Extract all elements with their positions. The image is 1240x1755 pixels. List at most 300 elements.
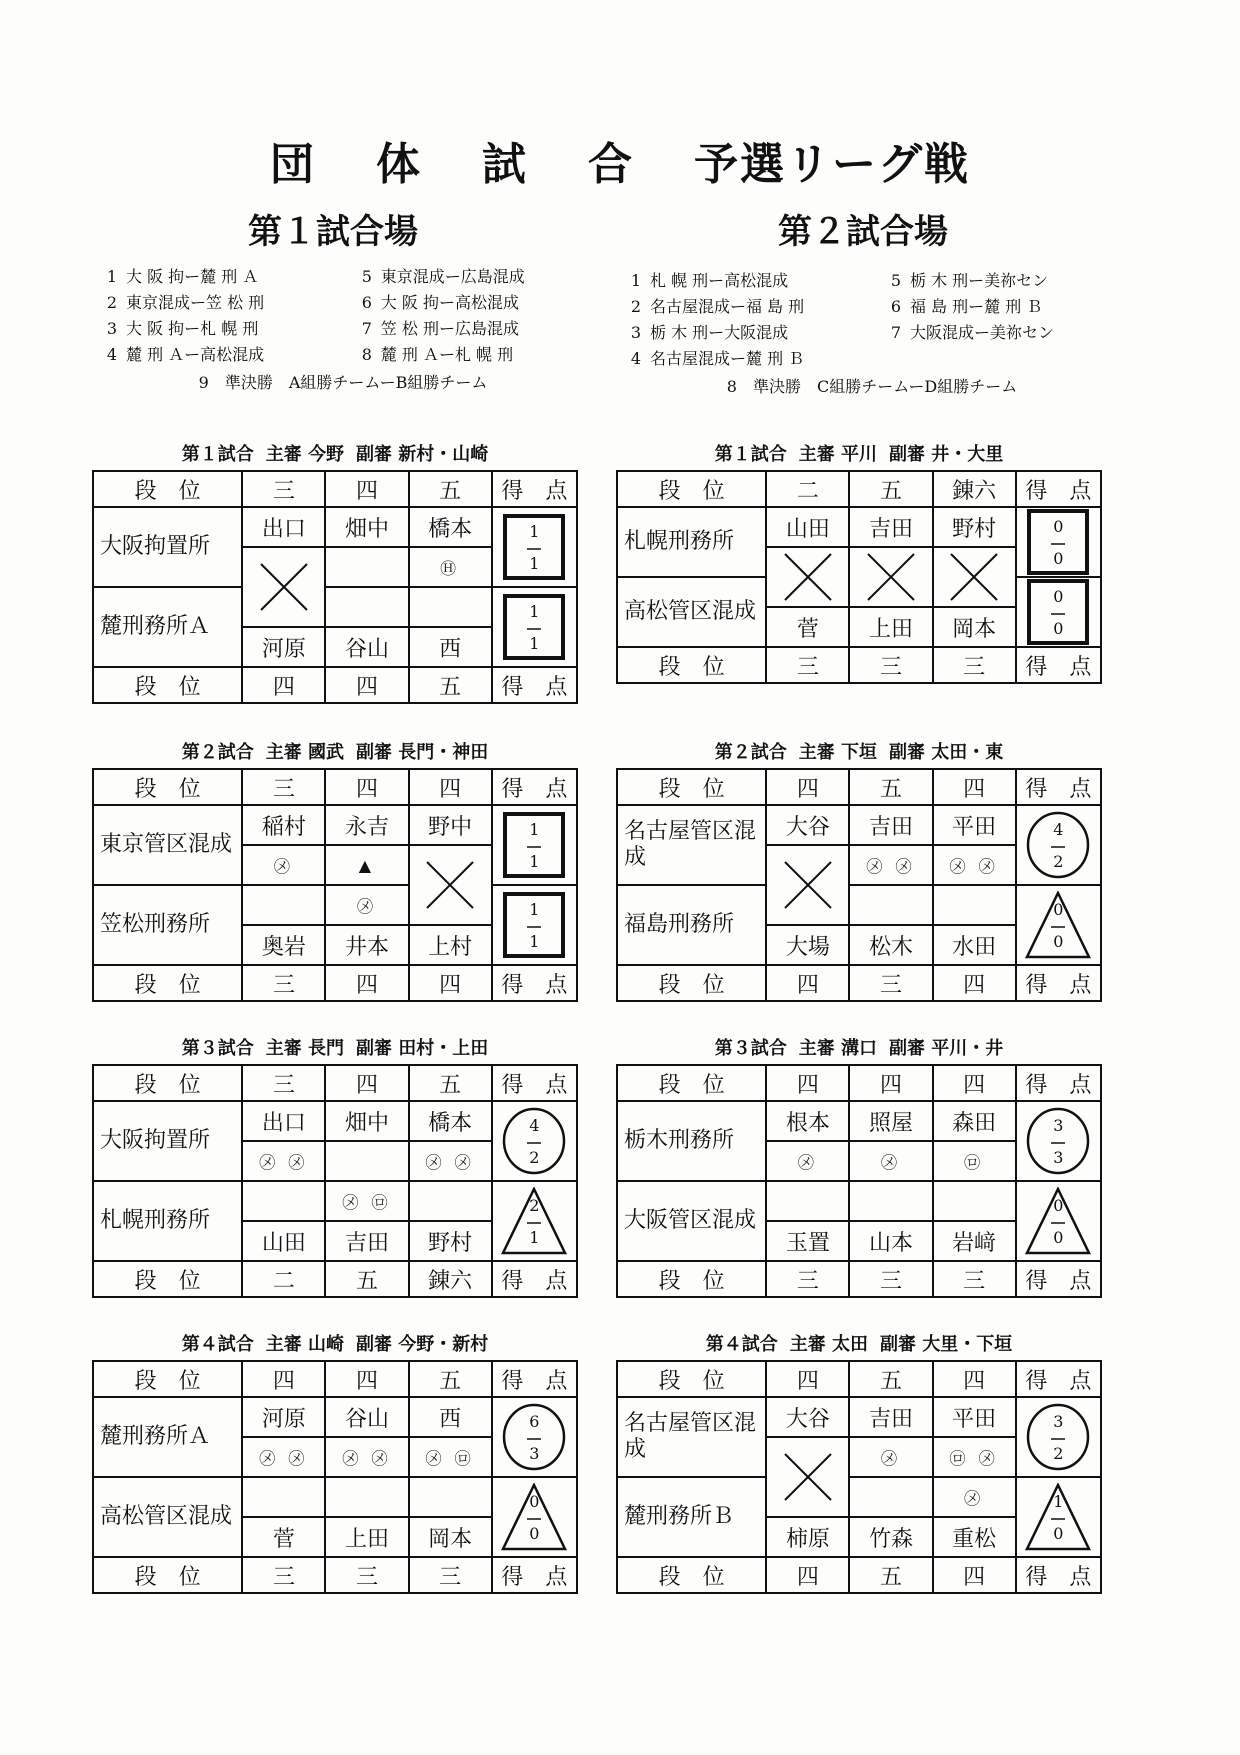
- team-a-name: 大阪拘置所: [93, 507, 242, 587]
- schedule-match: 東京混成ー笠 松 刑: [126, 293, 265, 312]
- schedule-row: [622, 268, 1122, 294]
- point-marks: [242, 1181, 325, 1221]
- score-top: 3: [1053, 1116, 1064, 1135]
- player-name: 菅: [766, 607, 849, 647]
- score-bottom: 1: [529, 852, 540, 871]
- player-name: 上田: [325, 1517, 408, 1557]
- score-bottom: 0: [529, 1524, 540, 1543]
- rank-cell: 三: [933, 647, 1016, 683]
- player-name: 吉田: [849, 507, 932, 547]
- score-top: 4: [1053, 820, 1064, 839]
- rank-cell: 三: [933, 1261, 1016, 1297]
- score-box: [1025, 1483, 1091, 1551]
- score-box: [501, 1483, 567, 1551]
- match-block: [616, 440, 1102, 684]
- schedule-row: [622, 346, 1122, 372]
- match-table: [92, 1360, 578, 1594]
- chief-referee: 主審 太田: [789, 1334, 868, 1355]
- schedule-number: 2: [106, 293, 118, 312]
- top-rank-row: [93, 769, 577, 805]
- rank-cell: 四: [766, 1557, 849, 1593]
- schedule-number: 8: [361, 345, 372, 364]
- rank-label: 段 位: [617, 1361, 766, 1397]
- team-b-score: [1016, 1477, 1101, 1557]
- score-label: 得 点: [1016, 1261, 1101, 1297]
- cross-mark-icon: [781, 1450, 835, 1504]
- rank-cell: 五: [849, 471, 932, 507]
- chief-referee: 主審 平川: [798, 444, 877, 465]
- match-number: 第１試合: [181, 444, 254, 465]
- point-marks: [933, 547, 1016, 607]
- rank-cell: 三: [849, 647, 932, 683]
- rank-cell: 三: [242, 1065, 325, 1101]
- point-marks: [242, 547, 325, 627]
- player-name: 橋本: [409, 1101, 492, 1141]
- point-marks: [849, 547, 932, 607]
- match-block: [92, 440, 578, 704]
- cross-mark-icon: [781, 550, 835, 604]
- schedule-entry: [622, 294, 882, 320]
- score-box: [1025, 1187, 1091, 1255]
- score-top: 1: [529, 522, 540, 541]
- schedule-number: 4: [106, 345, 118, 364]
- sub-referees: 副審 新村・山崎: [356, 444, 489, 465]
- player-name: 水田: [933, 925, 1016, 965]
- rank-cell: 三: [242, 1557, 325, 1593]
- score-bottom: 2: [529, 1148, 540, 1167]
- rank-label: 段 位: [93, 1065, 242, 1101]
- team-b-name: 高松管区混成: [617, 577, 766, 647]
- team-b-score: [492, 1477, 577, 1557]
- score-top: 1: [1053, 1492, 1064, 1511]
- player-name: 西: [409, 1397, 492, 1437]
- bottom-rank-row: [617, 647, 1101, 683]
- venue-1-schedule: [98, 264, 588, 396]
- point-marks: ㋱: [242, 845, 325, 885]
- player-name: 河原: [242, 627, 325, 667]
- team-a-name: 札幌刑務所: [617, 507, 766, 577]
- bottom-rank-row: [617, 965, 1101, 1001]
- score-box: [501, 891, 567, 959]
- point-marks: ㋱ ㋱: [409, 1141, 492, 1181]
- score-bottom: 0: [1053, 1524, 1064, 1543]
- player-name: 玉置: [766, 1221, 849, 1261]
- top-rank-row: [617, 769, 1101, 805]
- team-a-score: [492, 805, 577, 885]
- team-b-score: [1016, 577, 1101, 647]
- point-marks: [766, 1437, 849, 1517]
- rank-label: 段 位: [93, 471, 242, 507]
- team-b-name: 札幌刑務所: [93, 1181, 242, 1261]
- schedule-entry: [882, 346, 1122, 372]
- score-bottom: 0: [1053, 549, 1064, 568]
- match-number: 第４試合: [181, 1334, 254, 1355]
- rank-cell: 三: [242, 769, 325, 805]
- match-header: [92, 1330, 578, 1360]
- score-label: 得 点: [1016, 1557, 1101, 1593]
- point-marks: [849, 885, 932, 925]
- score-top: 4: [529, 1116, 540, 1135]
- rank-cell: 四: [242, 667, 325, 703]
- bottom-rank-row: [93, 1261, 577, 1297]
- team-b-name: 高松管区混成: [93, 1477, 242, 1557]
- chief-referee: 主審 溝口: [798, 1038, 877, 1059]
- schedule-number: 6: [890, 297, 902, 316]
- team-b-marks-row: [93, 1181, 577, 1221]
- rank-label: 段 位: [93, 965, 242, 1001]
- score-box: [1025, 508, 1091, 576]
- player-name: 野中: [409, 805, 492, 845]
- point-marks: ㋱: [849, 1437, 932, 1477]
- rank-cell: 四: [325, 1065, 408, 1101]
- score-top: 0: [529, 1492, 540, 1511]
- rank-cell: 四: [325, 1361, 408, 1397]
- rank-cell: 三: [242, 471, 325, 507]
- point-marks: [933, 1181, 1016, 1221]
- team-a-names-row: [617, 1397, 1101, 1437]
- team-b-score: [1016, 1181, 1101, 1261]
- player-name: 岩﨑: [933, 1221, 1016, 1261]
- player-name: 山田: [242, 1221, 325, 1261]
- team-b-name: 麓刑務所Ｂ: [617, 1477, 766, 1557]
- match-header: [616, 440, 1102, 470]
- player-name: 照屋: [849, 1101, 932, 1141]
- rank-cell: 五: [849, 1361, 932, 1397]
- schedule-entry: [98, 264, 353, 290]
- rank-label: 段 位: [617, 1557, 766, 1593]
- schedule-number: 2: [630, 297, 642, 316]
- schedule-match: 福 島 刑ー麓 刑 Ｂ: [910, 297, 1043, 316]
- match-number: 第２試合: [714, 742, 787, 763]
- player-name: 平田: [933, 1397, 1016, 1437]
- score-label: 得 点: [1016, 471, 1101, 507]
- point-marks: ▲: [325, 845, 408, 885]
- match-table: [616, 768, 1102, 1002]
- schedule-entry: [882, 294, 1122, 320]
- player-name: 平田: [933, 805, 1016, 845]
- chief-referee: 主審 國武: [265, 742, 344, 763]
- sub-referees: 副審 長門・神田: [356, 742, 489, 763]
- point-marks: ㋱: [849, 1141, 932, 1181]
- score-bottom: 0: [1053, 619, 1064, 638]
- team-a-score: [492, 1397, 577, 1477]
- score-top: 1: [529, 820, 540, 839]
- rank-cell: 五: [849, 769, 932, 805]
- schedule-entry: [622, 346, 882, 372]
- rank-cell: 三: [849, 965, 932, 1001]
- team-b-name: 大阪管区混成: [617, 1181, 766, 1261]
- match-block: [92, 738, 578, 1002]
- match-table: [616, 470, 1102, 684]
- score-bottom: 1: [529, 1228, 540, 1247]
- rank-cell: 五: [849, 1557, 932, 1593]
- schedule-match: 東京混成ー広島混成: [380, 267, 525, 286]
- schedule-number: 4: [630, 349, 642, 368]
- venue-2-title: 第２試合場: [778, 212, 948, 252]
- top-rank-row: [93, 471, 577, 507]
- cross-mark-icon: [864, 550, 918, 604]
- team-a-name: 名古屋管区混成: [617, 805, 766, 885]
- schedule-match: 栃 木 刑ー美祢セン: [910, 271, 1049, 290]
- match-number: 第４試合: [705, 1334, 778, 1355]
- title-word: 試: [482, 139, 528, 190]
- schedule-number: 6: [361, 293, 372, 312]
- point-marks: [409, 587, 492, 627]
- match-table: [92, 768, 578, 1002]
- team-a-names-row: [93, 507, 577, 547]
- rank-label: 段 位: [93, 1261, 242, 1297]
- player-name: 出口: [242, 507, 325, 547]
- match-block: [92, 1034, 578, 1298]
- title-word: 体: [376, 139, 422, 190]
- player-name: 奥岩: [242, 925, 325, 965]
- score-box: [501, 1403, 567, 1471]
- team-a-name: 東京管区混成: [93, 805, 242, 885]
- rank-cell: 四: [933, 769, 1016, 805]
- player-name: 吉田: [849, 805, 932, 845]
- player-name: 野村: [409, 1221, 492, 1261]
- schedule-entry: [98, 316, 353, 342]
- player-name: 出口: [242, 1101, 325, 1141]
- player-name: 岡本: [933, 607, 1016, 647]
- team-b-score: [492, 587, 577, 667]
- team-b-marks-row: [93, 587, 577, 627]
- schedule-match: 麓 刑 Ａー高松混成: [126, 345, 265, 364]
- match-block: [616, 1034, 1102, 1298]
- rank-cell: 四: [933, 1361, 1016, 1397]
- schedule-number: 5: [361, 267, 372, 286]
- top-rank-row: [93, 1361, 577, 1397]
- score-label: 得 点: [492, 1361, 577, 1397]
- team-a-score: [1016, 507, 1101, 577]
- schedule-match: 栃 木 刑ー大阪混成: [650, 323, 789, 342]
- player-name: 谷山: [325, 1397, 408, 1437]
- schedule-number: 3: [106, 319, 118, 338]
- title-word: 予選リーグ戦: [694, 139, 970, 190]
- match-header: [616, 738, 1102, 768]
- chief-referee: 主審 今野: [265, 444, 344, 465]
- score-box: [1025, 891, 1091, 959]
- match-header: [92, 1034, 578, 1064]
- chief-referee: 主審 山崎: [265, 1334, 344, 1355]
- point-marks: ㋱: [766, 1141, 849, 1181]
- point-marks: [766, 845, 849, 925]
- match-number: 第３試合: [714, 1038, 787, 1059]
- schedule-final: 9 準決勝 A組勝チームーB組勝チーム: [198, 373, 488, 392]
- score-bottom: 3: [1053, 1148, 1064, 1167]
- match-block: [92, 1330, 578, 1594]
- schedule-number: 5: [890, 271, 902, 290]
- score-box: [501, 1107, 567, 1175]
- player-name: 大谷: [766, 1397, 849, 1437]
- schedule-row: [98, 316, 588, 342]
- score-label: 得 点: [492, 1065, 577, 1101]
- team-b-name: 笠松刑務所: [93, 885, 242, 965]
- rank-cell: 錬六: [933, 471, 1016, 507]
- rank-cell: 五: [325, 1261, 408, 1297]
- chief-referee: 主審 長門: [265, 1038, 344, 1059]
- rank-label: 段 位: [617, 1065, 766, 1101]
- top-rank-row: [93, 1065, 577, 1101]
- schedule-match: 大 阪 拘ー札 幌 刑: [126, 319, 259, 338]
- rank-label: 段 位: [617, 1261, 766, 1297]
- team-a-score: [1016, 805, 1101, 885]
- point-marks: [409, 1477, 492, 1517]
- point-marks: ㋱ ㋱: [325, 1437, 408, 1477]
- rank-cell: 三: [766, 647, 849, 683]
- schedule-row: [98, 290, 588, 316]
- rank-cell: 錬六: [409, 1261, 492, 1297]
- schedule-match: 大阪混成ー美祢セン: [910, 323, 1055, 342]
- player-name: 上田: [849, 607, 932, 647]
- score-box: [501, 811, 567, 879]
- rank-cell: 四: [325, 471, 408, 507]
- schedule-number: 7: [890, 323, 902, 342]
- rank-cell: 四: [409, 769, 492, 805]
- venue-2-schedule: [622, 268, 1122, 400]
- point-marks: ㋱ ㋱: [242, 1437, 325, 1477]
- sub-referees: 副審 太田・東: [889, 742, 1004, 763]
- point-marks: ㋱ ㋺: [409, 1437, 492, 1477]
- rank-label: 段 位: [93, 1557, 242, 1593]
- team-b-marks-row: [617, 1477, 1101, 1517]
- score-bottom: 0: [1053, 932, 1064, 951]
- score-bottom: 1: [529, 634, 540, 653]
- point-marks: [409, 845, 492, 925]
- schedule-row: [98, 342, 588, 368]
- rank-cell: 四: [409, 965, 492, 1001]
- rank-cell: 四: [766, 965, 849, 1001]
- rank-cell: 四: [849, 1065, 932, 1101]
- cross-mark-icon: [781, 858, 835, 912]
- schedule-entry: [353, 342, 588, 368]
- score-label: 得 点: [492, 1261, 577, 1297]
- schedule-match: 大 阪 拘ー高松混成: [380, 293, 519, 312]
- point-marks: [242, 1477, 325, 1517]
- score-box: [1025, 811, 1091, 879]
- point-marks: [409, 1181, 492, 1221]
- schedule-entry: [98, 342, 353, 368]
- sub-referees: 副審 平川・井: [889, 1038, 1004, 1059]
- rank-cell: 四: [933, 1557, 1016, 1593]
- player-name: 根本: [766, 1101, 849, 1141]
- score-label: 得 点: [492, 769, 577, 805]
- rank-cell: 五: [409, 1065, 492, 1101]
- score-box: [501, 513, 567, 581]
- team-a-score: [1016, 1397, 1101, 1477]
- player-name: 畑中: [325, 507, 408, 547]
- score-bottom: 2: [1053, 1444, 1064, 1463]
- rank-cell: 四: [766, 1065, 849, 1101]
- player-name: 谷山: [325, 627, 408, 667]
- schedule-match: 名古屋混成ー麓 刑 Ｂ: [650, 349, 805, 368]
- point-marks: ㋺: [933, 1141, 1016, 1181]
- score-label: 得 点: [492, 1557, 577, 1593]
- point-marks: ㋱: [325, 885, 408, 925]
- team-a-names-row: [617, 1101, 1101, 1141]
- team-a-names-row: [93, 805, 577, 845]
- match-block: [616, 738, 1102, 1002]
- player-name: 山本: [849, 1221, 932, 1261]
- score-label: 得 点: [492, 965, 577, 1001]
- point-marks: [325, 587, 408, 627]
- rank-cell: 四: [325, 769, 408, 805]
- team-b-marks-row: [93, 1477, 577, 1517]
- schedule-number: 1: [106, 267, 118, 286]
- top-rank-row: [617, 471, 1101, 507]
- rank-cell: 五: [409, 471, 492, 507]
- rank-cell: 五: [409, 667, 492, 703]
- point-marks: ㋱ ㋺: [325, 1181, 408, 1221]
- player-name: 竹森: [849, 1517, 932, 1557]
- schedule-match: 名古屋混成ー福 島 刑: [650, 297, 805, 316]
- match-number: 第３試合: [181, 1038, 254, 1059]
- schedule-row: [622, 294, 1122, 320]
- sub-referees: 副審 今野・新村: [356, 1334, 489, 1355]
- schedule-entry: [353, 316, 588, 342]
- score-label: 得 点: [492, 667, 577, 703]
- team-b-name: 麓刑務所Ａ: [93, 587, 242, 667]
- sub-referees: 副審 井・大里: [889, 444, 1004, 465]
- player-name: 大谷: [766, 805, 849, 845]
- player-name: 西: [409, 627, 492, 667]
- team-b-score: [492, 1181, 577, 1261]
- score-label: 得 点: [1016, 769, 1101, 805]
- schedule-entry: [882, 320, 1122, 346]
- point-marks: ㋱ ㋱: [933, 845, 1016, 885]
- team-a-score: [492, 507, 577, 587]
- cross-mark-icon: [257, 560, 311, 614]
- rank-label: 段 位: [93, 1361, 242, 1397]
- schedule-entry: [622, 320, 882, 346]
- rank-label: 段 位: [617, 769, 766, 805]
- score-label: 得 点: [1016, 1361, 1101, 1397]
- score-box: [501, 593, 567, 661]
- score-top: 3: [1053, 1412, 1064, 1431]
- rank-cell: 二: [242, 1261, 325, 1297]
- team-b-marks-row: [93, 885, 577, 925]
- player-name: 橋本: [409, 507, 492, 547]
- rank-label: 段 位: [93, 769, 242, 805]
- schedule-row: [622, 320, 1122, 346]
- top-rank-row: [617, 1361, 1101, 1397]
- rank-cell: 三: [849, 1261, 932, 1297]
- cross-mark-icon: [423, 858, 477, 912]
- point-marks: [242, 885, 325, 925]
- point-marks: ㋱ ㋱: [849, 845, 932, 885]
- point-marks: [766, 1181, 849, 1221]
- schedule-entry: [622, 268, 882, 294]
- player-name: 菅: [242, 1517, 325, 1557]
- schedule-entry: [353, 290, 588, 316]
- match-number: 第２試合: [181, 742, 254, 763]
- point-marks: ㋺ ㋱: [933, 1437, 1016, 1477]
- team-b-marks-row: [617, 885, 1101, 925]
- player-name: 吉田: [325, 1221, 408, 1261]
- top-rank-row: [617, 1065, 1101, 1101]
- team-b-marks-row: [617, 1181, 1101, 1221]
- bottom-rank-row: [617, 1261, 1101, 1297]
- schedule-entry: [882, 268, 1122, 294]
- point-marks: [933, 885, 1016, 925]
- schedule-row: [98, 264, 588, 290]
- rank-cell: 四: [242, 1361, 325, 1397]
- rank-cell: 五: [409, 1361, 492, 1397]
- chief-referee: 主審 下垣: [798, 742, 877, 763]
- player-name: 永吉: [325, 805, 408, 845]
- score-top: 0: [1053, 587, 1064, 606]
- match-header: [616, 1330, 1102, 1360]
